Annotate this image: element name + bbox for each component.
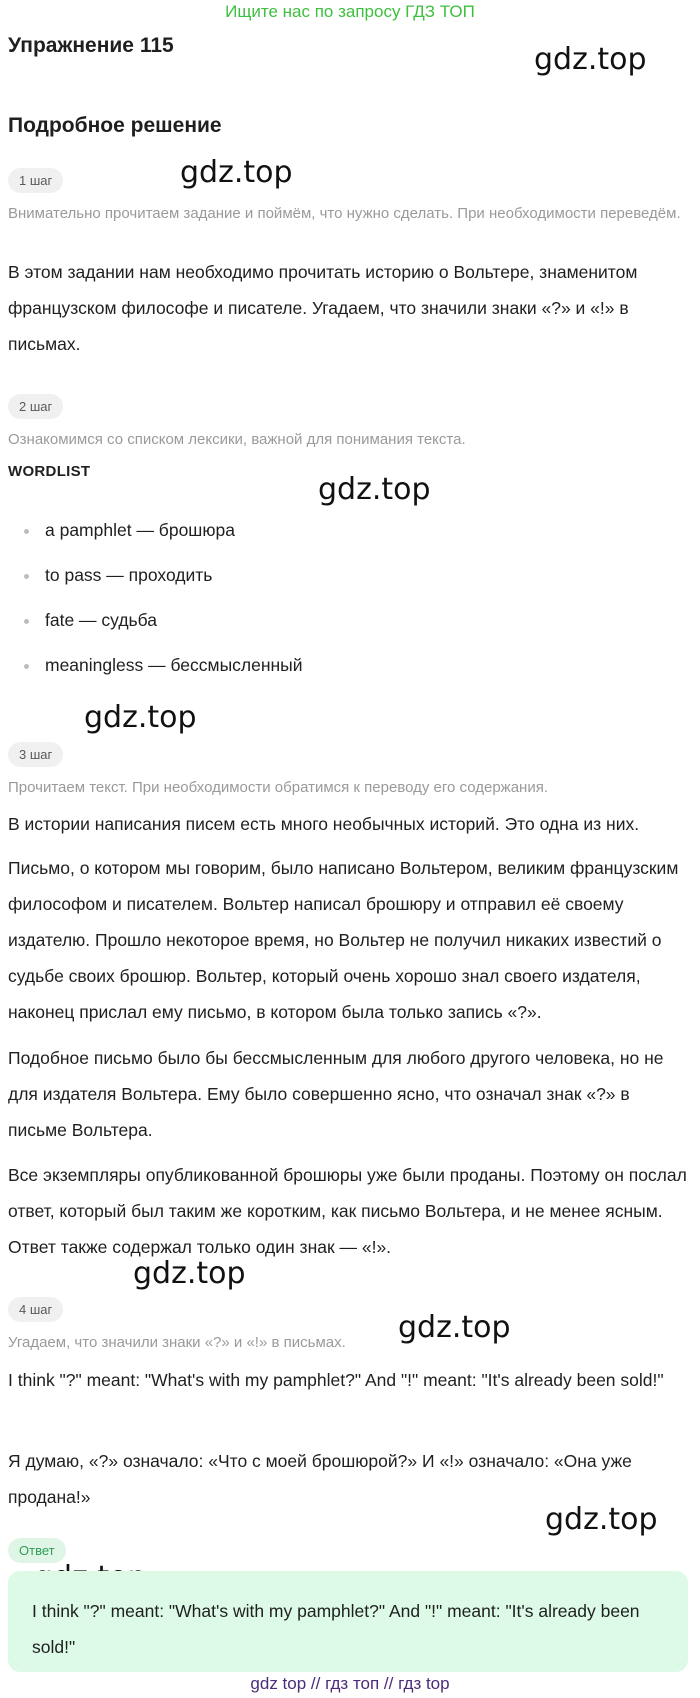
step-badge xyxy=(8,742,63,767)
word-entry: a pamphlet — брошюра xyxy=(45,520,235,540)
footer-links[interactable]: gdz top // гдз топ // гдз top xyxy=(250,1674,450,1693)
step-paragraph: В этом задании нам необходимо прочитать историю о Вольтере, знаменитом французском философе и писателе. Угадаем, что значили знаки «?» и «!» в письмах. xyxy=(8,262,638,354)
exercise-title: Упражнение 115 xyxy=(8,34,174,57)
bullet-icon xyxy=(24,664,29,669)
step-paragraph: I think "?" meant: "What's with my pamphlet?" And "!" meant: "It's already been sold!" xyxy=(8,1370,664,1390)
watermark: gdz.top xyxy=(534,42,647,77)
list-item xyxy=(24,563,212,587)
step-paragraph: Письмо, о котором мы говорим, было написано Вольтером, великим французским философом и писателем. Вольтер написал брошюру и отправил её своему издателю. Прошло некоторое время, но Вольтер не получил никаких известий о судьбе своих брошюр. Вольтер, который очень хорошо знал своего издателя, наконец прислал ему письмо, в котором была только запись «?». xyxy=(8,858,679,1022)
step-label: 4 шаг xyxy=(8,1297,63,1322)
step-badge xyxy=(8,1297,63,1322)
watermark: gdz.top xyxy=(180,155,293,190)
answer-badge xyxy=(8,1538,66,1563)
watermark: gdz.top xyxy=(545,1502,658,1537)
step-note: Угадаем, что значили знаки «?» и «!» в письмах. xyxy=(8,1334,346,1351)
step-badge xyxy=(8,168,63,193)
step-note: Прочитаем текст. При необходимости обратимся к переводу его содержания. xyxy=(8,779,548,796)
list-item xyxy=(24,518,235,542)
watermark: gdz.top xyxy=(398,1310,511,1345)
bullet-icon xyxy=(24,619,29,624)
word-entry: meaningless — бессмысленный xyxy=(45,655,303,675)
wordlist-title: WORDLIST xyxy=(8,463,91,480)
word-entry: to pass — проходить xyxy=(45,565,213,585)
answer-text: I think "?" meant: "What's with my pamphlet?" And "!" meant: "It's already been sold!" xyxy=(32,1601,640,1657)
bullet-icon xyxy=(24,529,29,534)
step-label: 2 шаг xyxy=(8,394,63,419)
list-item xyxy=(24,608,157,632)
watermark: gdz.top xyxy=(84,700,197,735)
step-note: Ознакомимся со списком лексики, важной для понимания текста. xyxy=(8,431,466,448)
step-label: 3 шаг xyxy=(8,742,63,767)
step-badge xyxy=(8,394,63,419)
step-note: Внимательно прочитаем задание и поймём, что нужно сделать. При необходимости переведём. xyxy=(8,205,681,222)
search-banner[interactable]: Ищите нас по запросу ГДЗ ТОП xyxy=(225,2,475,21)
answer-label: Ответ xyxy=(8,1538,66,1563)
word-entry: fate — судьба xyxy=(45,610,158,630)
step-paragraph: Я думаю, «?» означало: «Что с моей брошюрой?» И «!» означало: «Она уже продана!» xyxy=(8,1451,632,1507)
step-label: 1 шаг xyxy=(8,168,63,193)
watermark: gdz.top xyxy=(318,472,431,507)
bullet-icon xyxy=(24,574,29,579)
step-paragraph: Все экземпляры опубликованной брошюры уже были проданы. Поэтому он послал ответ, который был таким же коротким, как письмо Вольтера, и не менее ясным. Ответ также содержал только один знак — «!». xyxy=(8,1165,687,1257)
step-paragraph: Подобное письмо было бы бессмысленным для любого другого человека, но не для издателя Вольтера. Ему было совершенно ясно, что означал знак «?» в письме Вольтера. xyxy=(8,1048,664,1140)
watermark: gdz.top xyxy=(133,1256,246,1291)
list-item xyxy=(24,653,303,677)
step-paragraph: В истории написания писем есть много необычных историй. Это одна из них. xyxy=(8,814,640,834)
solution-title: Подробное решение xyxy=(8,114,222,137)
